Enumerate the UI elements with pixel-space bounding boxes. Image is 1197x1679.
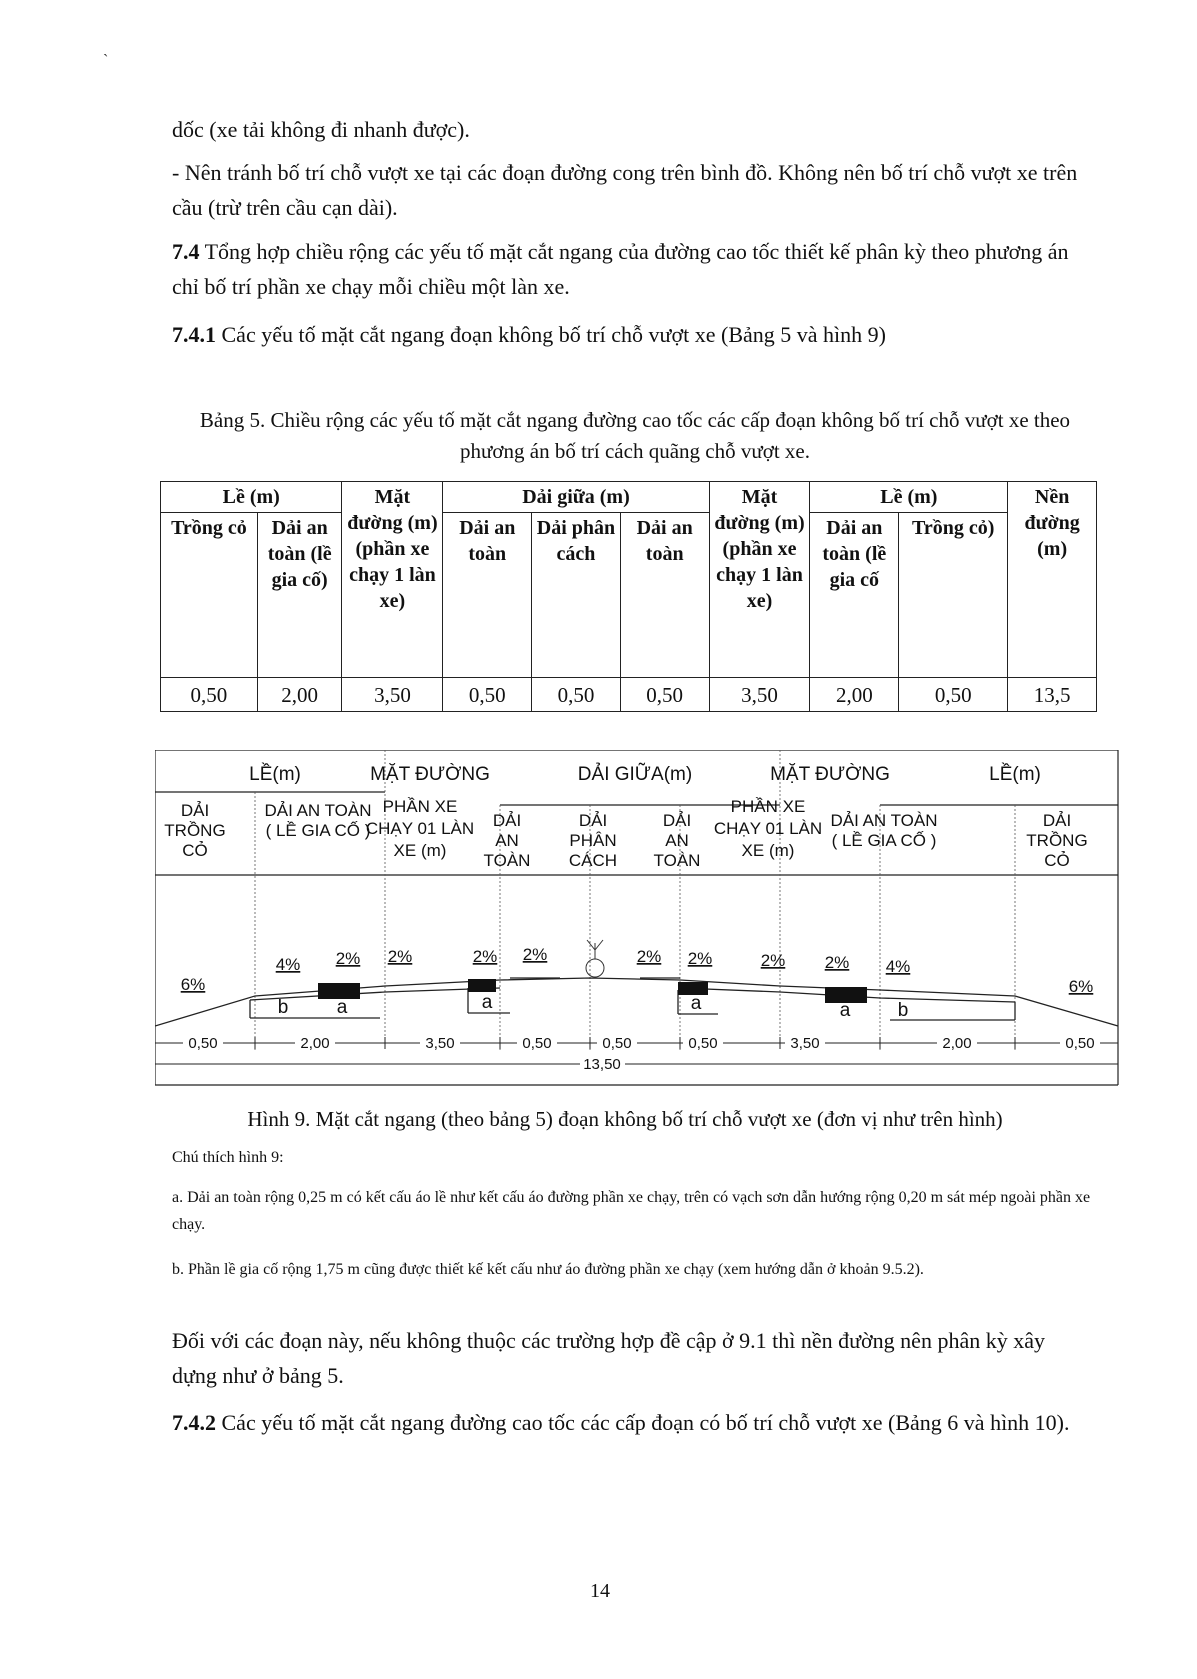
fig-label-line: DẢI AN TOÀN — [264, 801, 372, 820]
table-caption: Bảng 5. Chiều rộng các yếu tố mặt cắt ngang đường cao tốc các cấp đoạn không bố trí chỗ vượt xe theo phương án bố trí cách quãng chỗ vượt xe. — [199, 408, 1071, 463]
total-width-label: 13,50 — [583, 1056, 621, 1073]
fig-label-line: PHẦN XE — [382, 797, 458, 816]
dimension-label: 0,50 — [688, 1035, 718, 1052]
section-number: 7.4.1 — [172, 322, 216, 347]
dimension-label: 0,50 — [602, 1035, 632, 1052]
part-label: a — [336, 997, 348, 1018]
fig-label-line: CHẠY 01 LÀN — [365, 819, 475, 838]
header-le-left: Lề (m) — [161, 482, 342, 513]
slope-label: 4% — [275, 955, 301, 974]
slope-label: 2% — [687, 949, 713, 968]
part-label: a — [481, 992, 493, 1013]
fig-header-le-right: LỀ(m) — [989, 764, 1041, 785]
fig-label-line: AN — [495, 831, 519, 850]
fig-label-line: ( LỀ GIA CỐ ) — [265, 821, 371, 840]
fig-label-line: ( LỀ GIA CỐ ) — [831, 831, 937, 850]
part-label: b — [277, 997, 289, 1018]
fig-label-line: PHÂN — [569, 831, 617, 850]
slope-label: 2% — [387, 947, 413, 966]
header-dai-an-toan-2: Dải an toàn — [620, 513, 709, 678]
fig-label-line: AN — [665, 831, 689, 850]
part-label: a — [839, 1000, 851, 1021]
dimension-label: 2,00 — [300, 1035, 330, 1052]
fig-label-line: DẢI AN TOÀN — [830, 811, 938, 830]
fig-label-line: TRỒNG — [1026, 831, 1088, 850]
slope-label: 2% — [760, 951, 786, 970]
fig-label-line: DẢI — [662, 811, 692, 830]
scan-speck: ` — [103, 52, 109, 69]
table-cell: 0,50 — [443, 678, 532, 712]
paragraph: - Nên tránh bố trí chỗ vượt xe tại các đoạn đường cong trên bình đồ. Không nên bố trí chỗ vượt xe trên cầu (trừ trên cầu cạn dài). — [172, 160, 1078, 220]
section-text: Tổng hợp chiều rộng các yếu tố mặt cắt ngang của đường cao tốc thiết kế phân kỳ theo phương án chỉ bố trí phần xe chạy mỗi chiều một làn xe. — [172, 239, 1069, 299]
dimension-label: 2,00 — [942, 1035, 972, 1052]
paragraph: Đối với các đoạn này, nếu không thuộc các trường hợp đề cập ở 9.1 thì nền đường nên phân kỳ xây dựng như ở bảng 5. — [172, 1328, 1045, 1388]
dimension-label: 3,50 — [425, 1035, 455, 1052]
fig-label-line: DẢI — [180, 801, 210, 820]
slope-label: 2% — [824, 953, 850, 972]
fig-label-line: XE (m) — [393, 841, 447, 860]
section-text: Các yếu tố mặt cắt ngang đoạn không bố trí chỗ vượt xe (Bảng 5 và hình 9) — [216, 322, 886, 347]
table-cell: 0,50 — [620, 678, 709, 712]
section-7-4 — [172, 234, 1090, 304]
fig-label-line: DẢI — [1042, 811, 1072, 830]
dimension-label: 0,50 — [188, 1035, 218, 1052]
header-le-right: Lề (m) — [810, 482, 1008, 513]
header-dai-an-toan-right: Dải an toàn (lề gia cố — [810, 513, 899, 678]
header-trong-co-right: Trồng cỏ) — [899, 513, 1008, 678]
section-7-4-2 — [172, 1405, 1090, 1440]
header-dai-an-toan-left: Dải an toàn (lề gia cố) — [257, 513, 342, 678]
fig-label-line: DẢI — [578, 811, 608, 830]
fig-label-line: DẢI — [492, 811, 522, 830]
section-number: 7.4 — [172, 239, 200, 264]
header-trong-co-left: Trồng cỏ — [161, 513, 258, 678]
section-number: 7.4.2 — [172, 1410, 216, 1435]
table-cell: 0,50 — [161, 678, 258, 712]
note-title: Chú thích hình 9: — [172, 1149, 284, 1166]
fig-label-line: TRỒNG — [164, 821, 226, 840]
dimension-label: 3,50 — [790, 1035, 820, 1052]
slope-label: 2% — [335, 949, 361, 968]
slope-label: 2% — [522, 945, 548, 964]
fig-label-line: TOÀN — [483, 851, 531, 870]
header-nen-duong: Nền đường (m) — [1008, 482, 1097, 678]
fig-label-line: PHẦN XE — [730, 797, 806, 816]
fig-header-mat-duong-right: MẶT ĐƯỜNG — [770, 764, 890, 785]
header-mat-duong-left: Mặt đường (m) (phần xe chạy 1 làn xe) — [342, 482, 443, 678]
fig-header-le-left: LỀ(m) — [249, 764, 301, 785]
fig-label-line: CÁCH — [568, 851, 618, 870]
dimension-label: 0,50 — [1065, 1035, 1095, 1052]
table-5 — [160, 481, 1097, 712]
fig-label-line: XE (m) — [741, 841, 795, 860]
fig-label-line: CỎ — [182, 841, 208, 860]
note-a: a. Dải an toàn rộng 0,25 m có kết cấu áo lề như kết cấu áo đường phần xe chạy, trên có vạch sơn dẫn hướng rộng 0,20 m sát mép ngoài phần xe chạy. — [172, 1189, 1091, 1233]
table-cell: 3,50 — [342, 678, 443, 712]
fig-label-line: TOÀN — [653, 851, 701, 870]
paragraph: dốc (xe tải không đi nhanh được). — [172, 117, 470, 142]
note-b: b. Phần lề gia cố rộng 1,75 m cũng được thiết kế kết cấu như áo đường phần xe chạy (xem hướng dẫn ở khoản 9.5.2). — [172, 1261, 924, 1278]
header-dai-phan-cach: Dải phân cách — [532, 513, 621, 678]
dimension-label: 0,50 — [522, 1035, 552, 1052]
figure-caption: Hình 9. Mặt cắt ngang (theo bảng 5) đoạn không bố trí chỗ vượt xe (đơn vị như trên hình) — [247, 1107, 1003, 1131]
part-label: b — [897, 1000, 909, 1021]
header-dai-an-toan-1: Dải an toàn — [443, 513, 532, 678]
fig-header-dai-giua: DẢI GIỮA(m) — [577, 764, 693, 785]
page-number: 14 — [590, 1580, 610, 1602]
fig-header-mat-duong-left: MẶT ĐƯỜNG — [370, 764, 490, 785]
header-mat-duong-right: Mặt đường (m) (phần xe chạy 1 làn xe) — [709, 482, 810, 678]
fig-label-line: CỎ — [1044, 851, 1070, 870]
header-dai-giua: Dải giữa (m) — [443, 482, 709, 513]
slope-label: 2% — [472, 947, 498, 966]
table-cell: 0,50 — [532, 678, 621, 712]
table-cell: 3,50 — [709, 678, 810, 712]
table-cell: 2,00 — [810, 678, 899, 712]
table-cell: 13,5 — [1008, 678, 1097, 712]
table-cell: 2,00 — [257, 678, 342, 712]
slope-label: 6% — [180, 975, 206, 994]
section-7-4-1 — [172, 317, 1090, 352]
fig-label-line: CHẠY 01 LÀN — [713, 819, 823, 838]
section-text: Các yếu tố mặt cắt ngang đường cao tốc các cấp đoạn có bố trí chỗ vượt xe (Bảng 6 và hình 10). — [216, 1410, 1070, 1435]
cross-section-figure — [155, 750, 1120, 1090]
slope-label: 2% — [636, 947, 662, 966]
part-label: a — [690, 993, 702, 1014]
slope-label: 4% — [885, 957, 911, 976]
table-cell: 0,50 — [899, 678, 1008, 712]
slope-label: 6% — [1068, 977, 1094, 996]
